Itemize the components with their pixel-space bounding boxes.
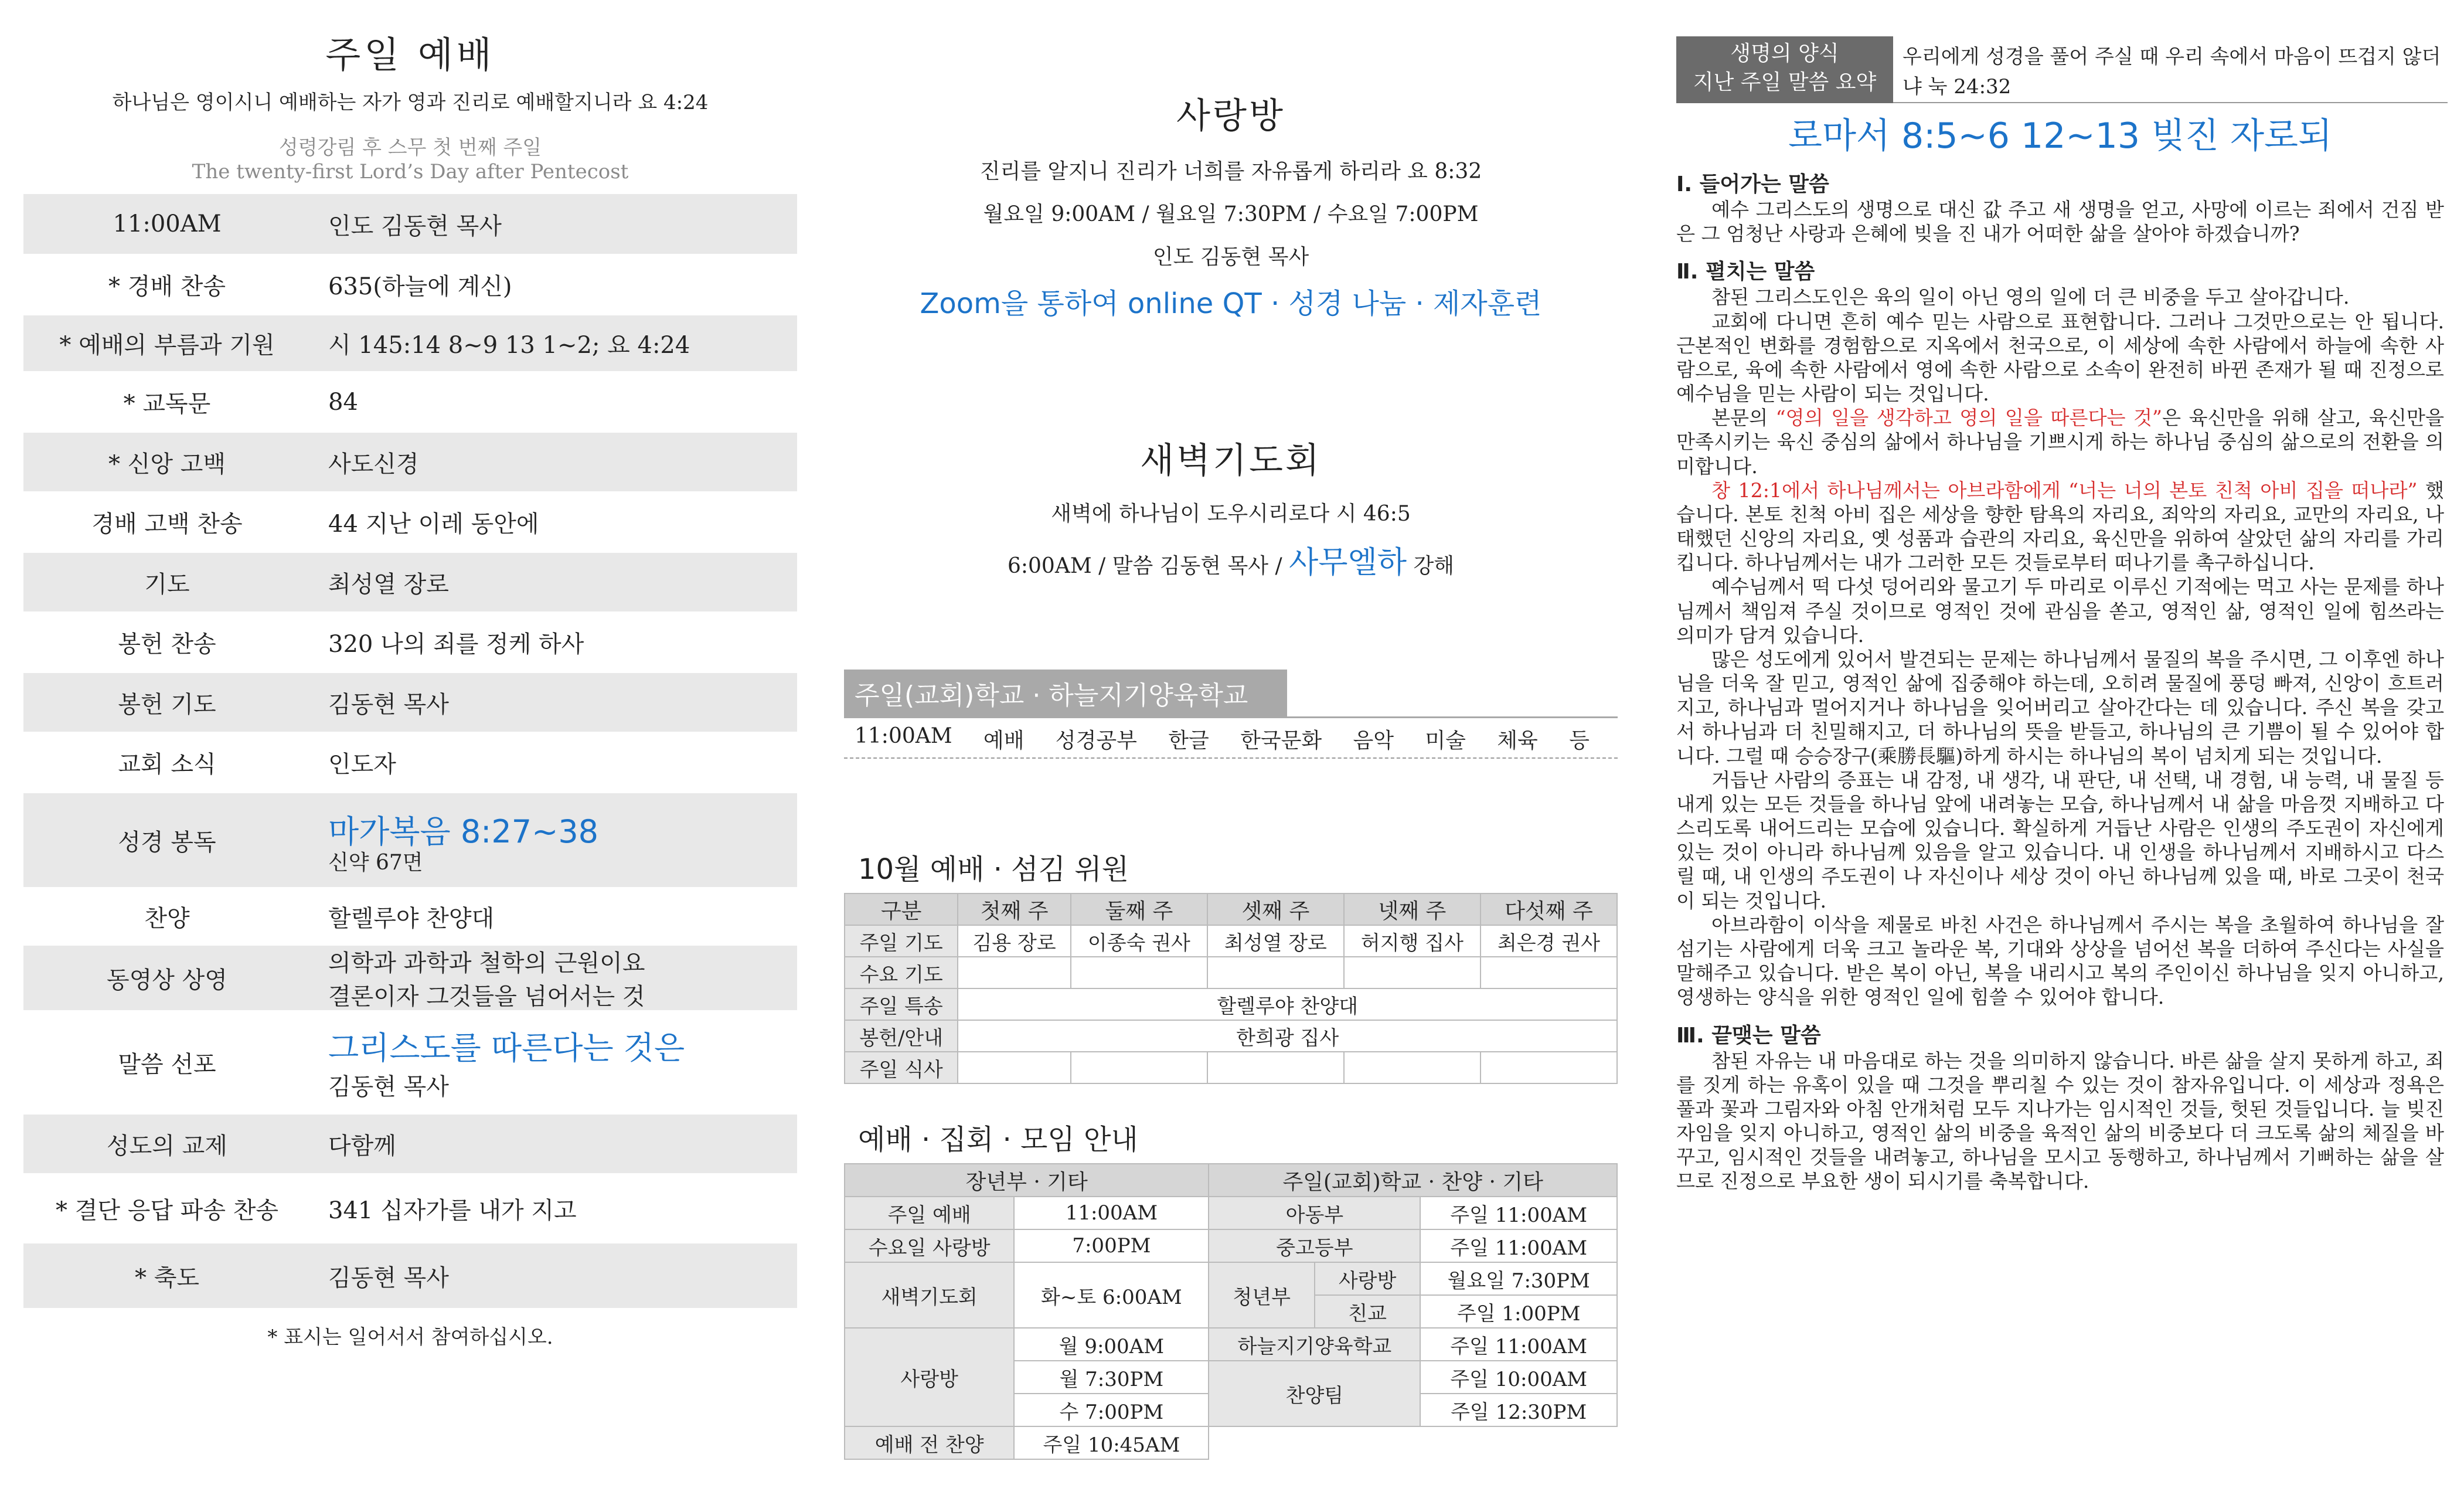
table-row	[845, 1262, 1617, 1295]
table-cell: 주일 11:00AM	[1420, 1328, 1617, 1361]
table-cell: 월 7:30PM	[1014, 1361, 1209, 1394]
school-item: 예배	[983, 729, 1025, 753]
row-label: 하늘지기양육학교	[1209, 1328, 1420, 1361]
row-label: 예배 전 찬양	[845, 1426, 1014, 1459]
table-row	[845, 1328, 1617, 1361]
table-row	[845, 1229, 1617, 1262]
order-label: 기도	[144, 570, 190, 598]
order-row	[23, 611, 797, 673]
worship-section	[23, 0, 797, 1350]
table-cell	[1481, 1052, 1617, 1083]
highlight-text: “영의 일을 생각하고 영의 일을 따른다는 것”	[1775, 406, 2163, 430]
order-value: 할렐루야 찬양대	[328, 905, 495, 932]
dawn-suffix: 강해	[1413, 554, 1454, 578]
table-cell	[1481, 957, 1617, 988]
order-value: 635(하늘에 계신)	[328, 273, 512, 300]
table-header: 장년부 · 기타	[845, 1164, 1209, 1197]
order-value: 김동현 목사	[328, 691, 449, 718]
row-label: 중고등부	[1209, 1229, 1420, 1262]
paragraph	[1676, 406, 2444, 478]
table-row	[845, 1197, 1617, 1229]
info-section	[844, 0, 1618, 1460]
school-item: 미술	[1425, 729, 1466, 753]
school-items	[844, 718, 1600, 754]
order-row	[23, 433, 797, 491]
order-label: * 경배 찬송	[108, 273, 226, 300]
sermon-tag	[1676, 36, 2448, 103]
paragraph: 아브라함이 이삭을 제물로 바친 사건은 하나님께서 주시는 복을 초월하여 하나님을 잘 섬기는 사람에게 더욱 크고 놀라운 복, 기대와 상상을 넘어선 복을 더하여 주신다는 사실을 말해주고 있습니다. 받은 복이 아닌, 복을 내리시고 복의 주인이신 하나님을 잊지 아니하고, 영생하는 양식을 위한 영적인 일에 힘쓸 수 있어야 합니다.	[1676, 913, 2444, 1009]
tag-verse: 우리에게 성경을 풀어 주실 때 우리 속에서 마음이 뜨겁지 않더냐 눅 24:32	[1893, 36, 2448, 103]
table-row	[845, 957, 1617, 988]
row-label: 사랑방	[1315, 1262, 1420, 1295]
table-row	[845, 1426, 1617, 1459]
table-header-row	[845, 893, 1617, 925]
order-row	[23, 1243, 797, 1308]
row-label: 봉헌/안내	[845, 1020, 958, 1052]
meetings-table	[844, 1163, 1618, 1460]
section-heading: Ⅲ. 끝맺는 말씀	[1676, 1023, 1821, 1048]
table-cell: 주일 11:00AM	[1420, 1229, 1617, 1262]
meetings-section	[844, 1117, 1618, 1460]
row-label: 주일 예배	[845, 1197, 1014, 1229]
table-header: 셋째 주	[1207, 893, 1344, 925]
school-item: 11:00AM	[855, 724, 952, 748]
row-label: 친교	[1315, 1295, 1420, 1328]
order-row	[23, 315, 797, 371]
sarangbang-leader: 인도 김동현 목사	[1152, 245, 1309, 269]
school-item: 체육	[1497, 729, 1538, 753]
paragraph: 예수님께서 떡 다섯 덩어리와 물고기 두 마리로 이루신 기적에는 먹고 사는 문제를 하나님께서 책임져 주실 것이므로 영적인 것에 관심을 쏟고, 영적인 삶, 영적인 일에 힘쓰라는 의미가 담겨 있습니다.	[1676, 575, 2444, 647]
paragraph: 교회에 다니면 흔히 예수 믿는 사람으로 표현합니다. 그러나 그것만으로는 안 됩니다. 근본적인 변화를 경험함으로 지옥에서 천국으로, 이 세상에 속한 사람에서 하늘에 속한 사람으로, 육에 속한 사람에서 영에 속한 사람으로 소속이 완전히 바뀐 존재가 될 때 진정으로 예수님을 믿는 사람이 되는 것입니다.	[1676, 310, 2444, 406]
table-cell: 허지행 집사	[1344, 925, 1481, 957]
order-value: 다함께	[328, 1132, 396, 1160]
order-row	[23, 194, 797, 254]
paragraph: 예수 그리스도의 생명으로 대신 값 주고 새 생명을 얻고, 사망에 이르는 죄에서 건짐 받은 그 엄청난 사랑과 은혜에 빚을 진 내가 어떠한 삶을 살아야 하겠습니까?	[1676, 198, 2444, 246]
order-row	[23, 673, 797, 732]
dawn-schedule	[844, 538, 1618, 582]
school-item: 등	[1569, 729, 1590, 753]
order-value: 44 지난 이레 동안에	[328, 511, 539, 538]
table-cell: 이종숙 권사	[1071, 925, 1207, 957]
paragraph: 참된 자유는 내 마음대로 하는 것을 의미하지 않습니다. 바른 삶을 살지 못하게 하고, 죄를 짓게 하는 유혹이 있을 때 그것을 뿌리칠 수 있는 것이 참자유입니다. 이 세상과 정욕은 풀과 꽃과 그림자와 아침 안개처럼 모두 지나가는 임시적인 것들, 헛된 것들입니다. 늘 빚진 자임을 잊지 아니하고, 영적인 삶의 비중을 육적인 삶의 비중보다 더 크도록 삶의 체질을 바꾸고, 임시적인 것들을 내려놓고, 하나님을 모시고 동행하고, 하나님께서 기뻐하는 삶을 살므로 진정으로 부요한 생이 되시기를 축복합니다.	[1676, 1049, 2444, 1193]
table-cell: 11:00AM	[1014, 1197, 1209, 1229]
school-section	[844, 670, 1618, 759]
order-label: * 신앙 고백	[108, 450, 226, 478]
table-cell	[1207, 957, 1344, 988]
tag-title: 생명의 양식	[1730, 42, 1839, 66]
row-label: 찬양팀	[1209, 1361, 1420, 1426]
table-row	[845, 1052, 1617, 1083]
paragraph: 많은 성도에게 있어서 발견되는 문제는 하나님께서 물질의 복을 주시면, 그 이후엔 하나님을 더욱 잘 믿고, 영적인 삶에 집중해야 하는데, 오히려 물질에 풍덩 빠져, 신앙이 흐트러지고, 하나님과 멀어지거나 하나님을 잊어버리고 살아간다는 데 있습니다. 주신 복을 갖고서 하나님과 더 친밀해지고, 더 하나님의 뜻을 받들고, 하나님의 큰 기쁨이 될 수 있어야 합니다. 그럴 때 승승장구(乘勝長驅)하게 하시는 하나님의 복이 넘치게 되는 것입니다.	[1676, 647, 2444, 767]
order-label: 봉헌 찬송	[118, 631, 216, 658]
order-row	[23, 491, 797, 553]
table-row	[845, 988, 1617, 1020]
scripture-reading: 마가복음 8:27~38	[328, 813, 599, 850]
row-label: 수요일 사랑방	[845, 1229, 1014, 1262]
video-title-line1: 의학과 과학과 철학의 근원이요	[328, 950, 645, 977]
empty-cell	[1209, 1426, 1617, 1459]
order-value: 320 나의 죄를 정케 하사	[328, 631, 584, 658]
table-cell: 최성열 장로	[1207, 925, 1344, 957]
order-row	[23, 1173, 797, 1243]
order-value: 341 십자가를 내가 지고	[328, 1197, 577, 1224]
table-cell: 주일 11:00AM	[1420, 1197, 1617, 1229]
row-label: 새벽기도회	[845, 1262, 1014, 1328]
order-row	[23, 254, 797, 315]
paragraph	[1676, 478, 2444, 575]
sermon-summary-title: 로마서 8:5~6 12~13 빚진 자로되	[1788, 115, 2332, 157]
order-value: 인도 김동현 목사	[328, 212, 502, 240]
sarangbang-title: 사랑방	[1176, 96, 1285, 137]
dawn-title: 새벽기도회	[1140, 440, 1322, 481]
zoom-notice: Zoom을 통하여 online QT · 성경 나눔 · 제자훈련	[920, 287, 1542, 320]
table-cell	[1344, 1052, 1481, 1083]
order-label: 말씀 선포	[118, 1051, 216, 1078]
order-value: 김동현 목사	[328, 1264, 449, 1292]
row-label: 수요 기도	[845, 957, 958, 988]
order-row	[23, 946, 797, 1010]
table-cell	[1344, 957, 1481, 988]
sermon-preacher: 김동현 목사	[328, 1073, 449, 1100]
row-label: 주일 식사	[845, 1052, 958, 1083]
text-span: 했습니다. 본토 친척 아비 집은 세상을 향한 탐욕의 자리요, 죄악의 자리요, 교만의 자리요, 나태했던 신앙의 자리요, 옛 성품과 습관의 자리요, 육신만을 위하여 살았던 삶의 자리를 가리킵니다. 하나님께서는 내가 그러한 모든 것들로부터 떠나기를 촉구하십니다.	[1676, 478, 2445, 575]
order-label: 11:00AM	[113, 210, 222, 237]
sermon-section	[1676, 36, 2444, 1194]
order-row	[23, 553, 797, 611]
table-cell: 월요일 7:30PM	[1420, 1262, 1617, 1295]
worship-verse: 하나님은 영이시니 예배하는 자가 영과 진리로 예배할지니라 요 4:24	[112, 91, 709, 114]
section-heading: Ⅰ. 들어가는 말씀	[1676, 172, 1829, 196]
committee-title: 10월 예배 · 섬김 위원	[858, 853, 1129, 886]
table-header: 구분	[845, 893, 958, 925]
table-cell: 화~토 6:00AM	[1014, 1262, 1209, 1328]
row-label: 주일 특송	[845, 988, 958, 1020]
dawn-time: 6:00AM / 말씀 김동현 목사 /	[1007, 554, 1282, 578]
table-cell: 주일 12:30PM	[1420, 1394, 1617, 1426]
table-cell: 최은경 권사	[1481, 925, 1617, 957]
school-underline	[844, 757, 1618, 759]
row-label: 사랑방	[845, 1328, 1014, 1426]
order-row	[23, 732, 797, 793]
order-label: 성도의 교제	[107, 1132, 227, 1160]
row-label: 주일 기도	[845, 925, 958, 957]
order-row	[23, 887, 797, 946]
table-cell: 주일 1:00PM	[1420, 1295, 1617, 1328]
order-label: 성경 봉독	[118, 828, 216, 856]
section-heading: Ⅱ. 펼치는 말씀	[1676, 260, 1815, 284]
order-value: 사도신경	[328, 450, 419, 478]
meetings-title: 예배 · 집회 · 모임 안내	[858, 1123, 1138, 1156]
table-cell: 월 9:00AM	[1014, 1328, 1209, 1361]
committee-table	[844, 893, 1618, 1084]
worship-order-list	[23, 194, 797, 1308]
table-row	[845, 1020, 1617, 1052]
worship-subtitle-en: The twenty-first Lord’s Day after Pentecost	[192, 160, 629, 184]
table-header: 둘째 주	[1071, 893, 1207, 925]
worship-title: 주일 예배	[325, 33, 495, 76]
sarangbang-times: 월요일 9:00AM / 월요일 7:30PM / 수요일 7:00PM	[983, 202, 1479, 226]
scripture-page: 신약 67면	[328, 850, 423, 875]
paragraph: 거듭난 사람의 증표는 내 감정, 내 생각, 내 판단, 내 선택, 내 경험, 내 능력, 내 물질 등 내게 있는 모든 것들을 하나님 앞에 내려놓는 모습, 하나님께서 내 삶을 마음껏 지배하고 다스리도록 내어드리는 모습에 있습니다. 확실하게 거듭난 사람은 인생의 주도권이 자신에게 있는 것이 아니라 하나님께 있음을 알고 있습니다. 내 인생을 하나님께서 지배하시고 다스릴 때, 내 인생의 주도권이 나 자신이나 세상 것이 아닌 하나님께 있을 때, 바로 그곳이 천국이 되는 것입니다.	[1676, 768, 2444, 912]
table-cell: 한희광 집사	[958, 1020, 1617, 1052]
table-cell	[1207, 1052, 1344, 1083]
order-value: 시 145:14 8~9 13 1~2; 요 4:24	[328, 332, 690, 359]
order-label: 경배 고백 찬송	[91, 511, 243, 538]
table-row	[845, 925, 1617, 957]
order-row	[23, 371, 797, 433]
order-label: * 교독문	[123, 390, 211, 417]
text-span: 본문의	[1711, 406, 1776, 430]
sarangbang-verse: 진리를 알지니 진리가 너희를 자유롭게 하리라 요 8:32	[979, 159, 1482, 184]
sermon-title: 그리스도를 따른다는 것은	[328, 1029, 685, 1066]
table-cell	[1071, 957, 1207, 988]
school-item: 한글	[1168, 729, 1209, 753]
table-header: 첫째 주	[958, 893, 1071, 925]
highlight-text: 창 12:1에서 하나님께서는 아브라함에게 “너는 너의 본토 친척 아비 집을 떠나라”	[1711, 478, 2418, 502]
school-item: 성경공부	[1055, 729, 1137, 753]
table-cell	[1071, 1052, 1207, 1083]
dawn-book: 사무엘하	[1289, 545, 1407, 580]
table-cell: 할렐루야 찬양대	[958, 988, 1617, 1020]
table-header: 다섯째 주	[1481, 893, 1617, 925]
table-cell: 주일 10:00AM	[1420, 1361, 1617, 1394]
table-cell	[958, 1052, 1071, 1083]
text-span: 은 육신만을 위해 살고, 육신만을 만족시키는 육신 중심의 삶에서 하나님을 기쁘시게 하는 하나님 중심의 삶으로의 전환을 의미합니다.	[1676, 406, 2445, 478]
order-label: * 예배의 부름과 기원	[59, 332, 275, 359]
order-label: 찬양	[144, 905, 190, 932]
tag-box	[1676, 36, 1893, 103]
order-label: * 결단 응답 파송 찬송	[56, 1197, 278, 1224]
dawn-verse: 새벽에 하나님이 도우시리로다 시 46:5	[1051, 502, 1411, 526]
school-title: 주일(교회)학교 · 하늘지기양육학교	[844, 670, 1287, 716]
order-row	[23, 1115, 797, 1173]
video-title-line2: 결론이자 그것들을 넘어서는 것	[328, 983, 645, 1010]
order-value: 84	[328, 388, 358, 416]
order-label: * 축도	[135, 1264, 199, 1292]
paragraph: 참된 그리스도인은 육의 일이 아닌 영의 일에 더 큰 비중을 두고 살아갑니다.	[1711, 286, 2350, 309]
table-header: 넷째 주	[1344, 893, 1481, 925]
school-item: 음악	[1353, 729, 1394, 753]
order-label: 동영상 상영	[107, 966, 227, 994]
order-value: 인도자	[328, 751, 396, 778]
school-item: 한국문화	[1240, 729, 1322, 753]
table-header-row	[845, 1164, 1617, 1197]
order-row	[23, 793, 797, 887]
table-cell: 김용 장로	[958, 925, 1071, 957]
standing-note: * 표시는 일어서서 참여하십시오.	[267, 1326, 553, 1349]
table-cell	[958, 957, 1071, 988]
table-cell: 주일 10:45AM	[1014, 1426, 1209, 1459]
order-row	[23, 1010, 797, 1115]
row-label: 청년부	[1209, 1262, 1314, 1328]
order-label: 봉헌 기도	[118, 691, 216, 718]
table-cell: 7:00PM	[1014, 1229, 1209, 1262]
tag-subtitle: 지난 주일 말씀 요약	[1693, 70, 1877, 94]
committee-section	[844, 847, 1618, 1084]
table-header: 주일(교회)학교 · 찬양 · 기타	[1209, 1164, 1617, 1197]
row-label: 아동부	[1209, 1197, 1420, 1229]
order-label: 교회 소식	[118, 751, 216, 778]
table-cell: 수 7:00PM	[1014, 1394, 1209, 1426]
order-value: 최성열 장로	[328, 570, 449, 598]
worship-subtitle-ko: 성령강림 후 스무 첫 번째 주일	[278, 136, 542, 159]
